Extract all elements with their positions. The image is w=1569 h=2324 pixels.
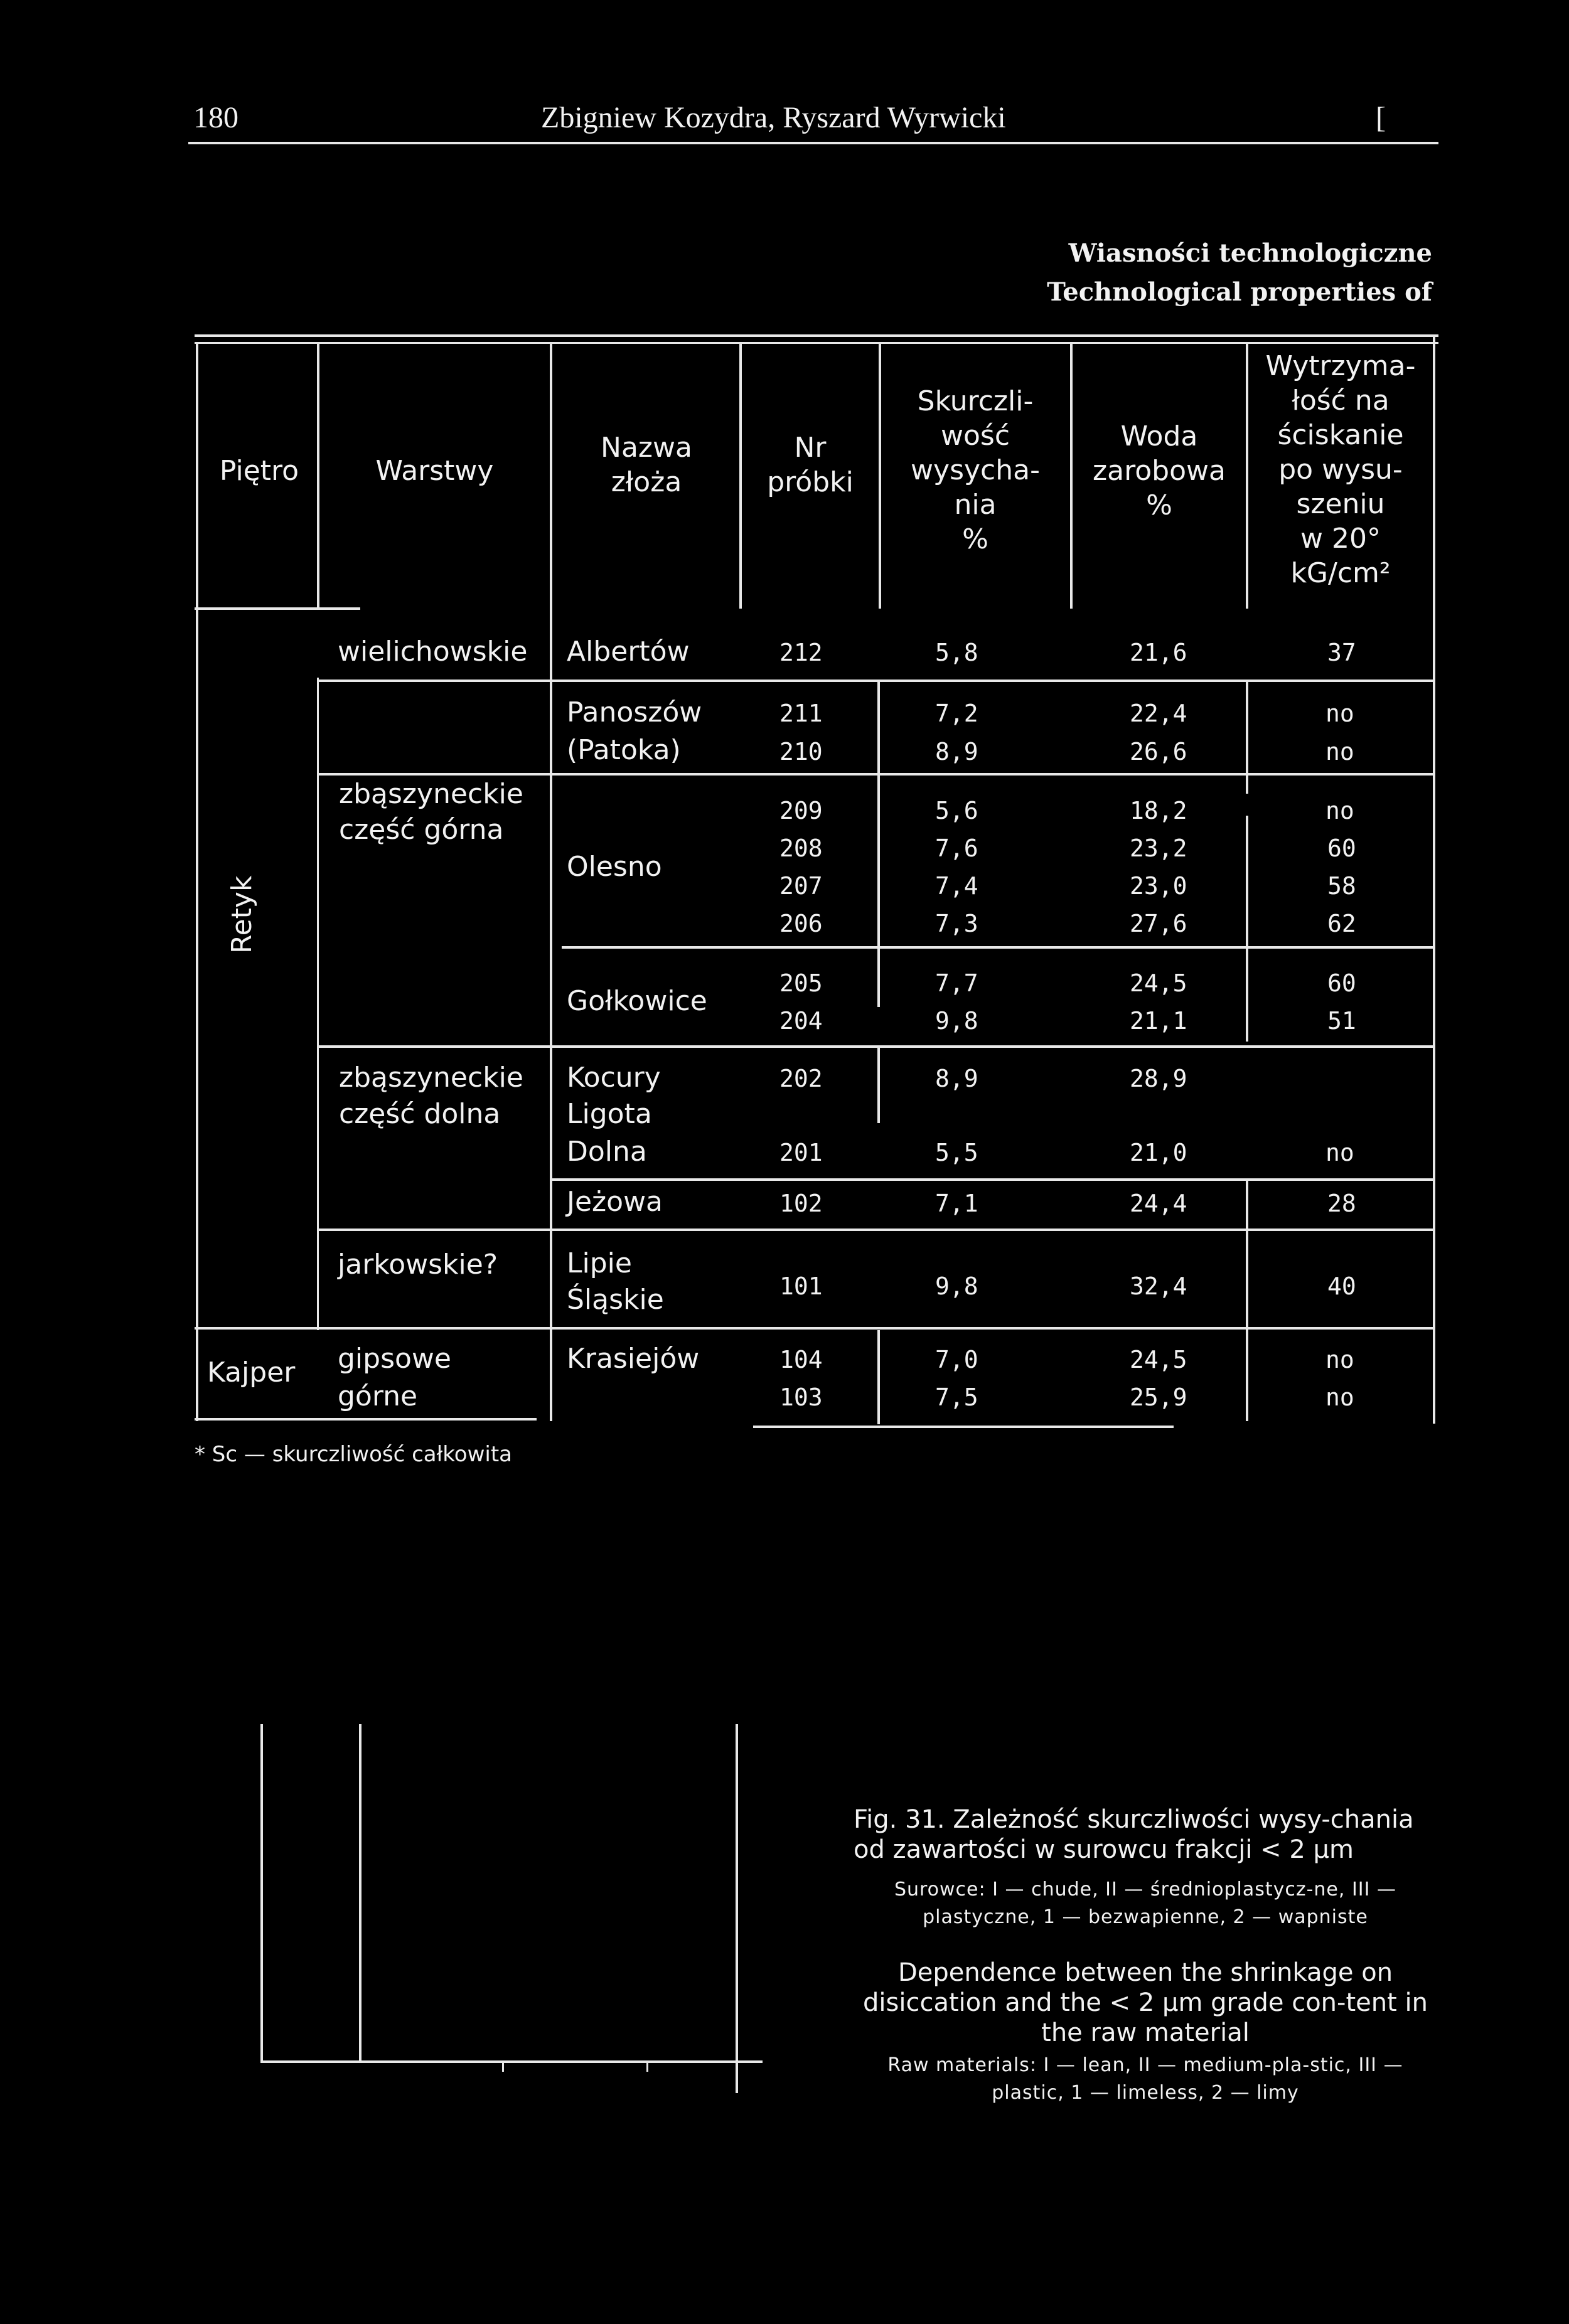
cell-nr: 211: [779, 700, 823, 727]
col-header-woda-zarobowa: Woda zarobowa %: [1093, 420, 1226, 521]
cell-nr: 212: [779, 639, 823, 666]
deposit-olesno: Olesno: [567, 851, 662, 883]
running-header-bracket: [: [1376, 101, 1386, 134]
cell-skurcz: 5,6: [935, 797, 978, 824]
figure-legend-pl: Surowce: I — chude, II — średnioplastycz-ne, III — plastyczne, 1 — bezwapienne, 2 — wapniste: [894, 1879, 1397, 1928]
table-title-pl: Wiasności technologiczne: [1068, 238, 1432, 268]
cell-wytrz: 60: [1327, 834, 1356, 862]
table-title-en: Technological properties of: [1047, 277, 1432, 307]
deposit-lipie-1: Lipie: [567, 1247, 632, 1279]
cell-woda: 22,4: [1130, 700, 1187, 727]
layer-zbaszyneckie-dolna-1: zbąszyneckie: [339, 1062, 523, 1094]
deposit-lipie-2: Śląskie: [567, 1284, 664, 1316]
cell-skurcz: 8,9: [935, 738, 978, 765]
cell-woda: 24,5: [1130, 969, 1187, 997]
deposit-panoszow-2: (Patoka): [567, 734, 681, 766]
header-rule: [188, 142, 1438, 144]
layer-zbaszyneckie-gorna-1: zbąszyneckie: [339, 778, 523, 810]
page-number: 180: [193, 101, 238, 134]
figure-caption: [854, 1804, 1437, 2107]
cell-skurcz: 7,5: [935, 1383, 978, 1411]
deposit-krasiejow: Krasiejów: [567, 1343, 700, 1375]
layer-wielichowskie: wielichowskie: [338, 636, 528, 668]
cell-nr: 206: [779, 910, 823, 937]
cell-woda: 18,2: [1130, 797, 1187, 824]
cell-nr: 205: [779, 969, 823, 997]
cell-skurcz: 7,1: [935, 1190, 978, 1217]
layer-zbaszyneckie-gorna-2: część górna: [339, 814, 504, 846]
cell-skurcz: 9,8: [935, 1007, 978, 1035]
cell-woda: 21,1: [1130, 1007, 1187, 1035]
cell-woda: 26,6: [1130, 738, 1187, 765]
deposit-albertow: Albertów: [567, 636, 690, 668]
cell-nr: 210: [779, 738, 823, 765]
layer-gipsowe-2: górne: [338, 1380, 418, 1412]
cell-woda: 32,4: [1130, 1272, 1187, 1300]
layer-jarkowskie: jarkowskie?: [338, 1249, 498, 1281]
figure-title-en: Dependence between the shrinkage on disiccation and the < 2 μm grade con-tent in the raw material: [863, 1958, 1428, 2047]
cell-woda: 27,6: [1130, 910, 1187, 937]
cell-wytrz: no: [1325, 1383, 1354, 1411]
cell-wytrz: 28: [1327, 1190, 1356, 1217]
deposit-dolna: Dolna: [567, 1136, 647, 1168]
cell-skurcz: 8,9: [935, 1065, 978, 1092]
col-header-pietro: Piętro: [219, 455, 299, 487]
cell-woda: 23,0: [1130, 872, 1187, 900]
cell-wytrz: 40: [1327, 1272, 1356, 1300]
cell-nr: 204: [779, 1007, 823, 1035]
col-header-warstwy: Warstwy: [375, 455, 494, 487]
deposit-kocury: Kocury: [567, 1062, 661, 1094]
col-header-skurczliwosc: Skurczli- wość wysycha- nia %: [911, 385, 1040, 555]
cell-woda: 24,4: [1130, 1190, 1187, 1217]
cell-wytrz: 37: [1327, 639, 1356, 666]
cell-skurcz: 7,2: [935, 700, 978, 727]
cell-skurcz: 7,4: [935, 872, 978, 900]
cell-nr: 103: [779, 1383, 823, 1411]
col-header-nazwa-zloza: Nazwa złoża: [601, 432, 692, 498]
cell-woda: 25,9: [1130, 1383, 1187, 1411]
cell-wytrz: no: [1325, 700, 1354, 727]
cell-wytrz: 60: [1327, 969, 1356, 997]
footnote: * Sc — skurczliwość całkowita: [195, 1442, 512, 1467]
deposit-panoszow-1: Panoszów: [567, 696, 702, 728]
cell-woda: 28,9: [1130, 1065, 1187, 1092]
deposit-jezowa: Jeżowa: [567, 1186, 663, 1218]
cell-wytrz: no: [1325, 797, 1354, 824]
col-header-nr-probki: Nr próbki: [767, 432, 854, 498]
cell-skurcz: 9,8: [935, 1272, 978, 1300]
cell-skurcz: 5,8: [935, 639, 978, 666]
cell-skurcz: 7,7: [935, 969, 978, 997]
layer-gipsowe-1: gipsowe: [338, 1343, 451, 1375]
cell-skurcz: 7,0: [935, 1346, 978, 1373]
cell-wytrz: 62: [1327, 910, 1356, 937]
figure-legend-en: Raw materials: I — lean, II — medium-pla-stic, III — plastic, 1 — limeless, 2 — limy: [887, 2054, 1403, 2104]
cell-skurcz: 5,5: [935, 1139, 978, 1166]
cell-nr: 209: [779, 797, 823, 824]
floor-kajper: Kajper: [207, 1357, 296, 1389]
cell-skurcz: 7,3: [935, 910, 978, 937]
cell-wytrz: 51: [1327, 1007, 1356, 1035]
col-header-wytrzymalosc: Wytrzyma- łość na ściskanie po wysu- szeniu w 20° kG/cm²: [1265, 350, 1416, 589]
cell-woda: 23,2: [1130, 834, 1187, 862]
floor-retyk: Retyk: [226, 875, 258, 954]
cell-wytrz: no: [1325, 1139, 1354, 1166]
deposit-ligota: Ligota: [567, 1098, 652, 1130]
layer-zbaszyneckie-dolna-2: część dolna: [339, 1098, 501, 1130]
cell-wytrz: no: [1325, 1346, 1354, 1373]
cell-nr: 101: [779, 1272, 823, 1300]
cell-wytrz: 58: [1327, 872, 1356, 900]
cell-woda: 21,6: [1130, 639, 1187, 666]
cell-skurcz: 7,6: [935, 834, 978, 862]
cell-nr: 208: [779, 834, 823, 862]
cell-nr: 102: [779, 1190, 823, 1217]
cell-woda: 21,0: [1130, 1139, 1187, 1166]
cell-nr: 202: [779, 1065, 823, 1092]
cell-nr: 201: [779, 1139, 823, 1166]
running-header-authors: Zbigniew Kozydra, Ryszard Wyrwicki: [541, 101, 1006, 134]
figure-title: Fig. 31. Zależność skurczliwości wysy-chania od zawartości w surowcu frakcji < 2 μm: [854, 1805, 1414, 1864]
cell-nr: 104: [779, 1346, 823, 1373]
cell-woda: 24,5: [1130, 1346, 1187, 1373]
cell-nr: 207: [779, 872, 823, 900]
deposit-golkowice: Gołkowice: [567, 985, 707, 1017]
cell-wytrz: no: [1325, 738, 1354, 765]
